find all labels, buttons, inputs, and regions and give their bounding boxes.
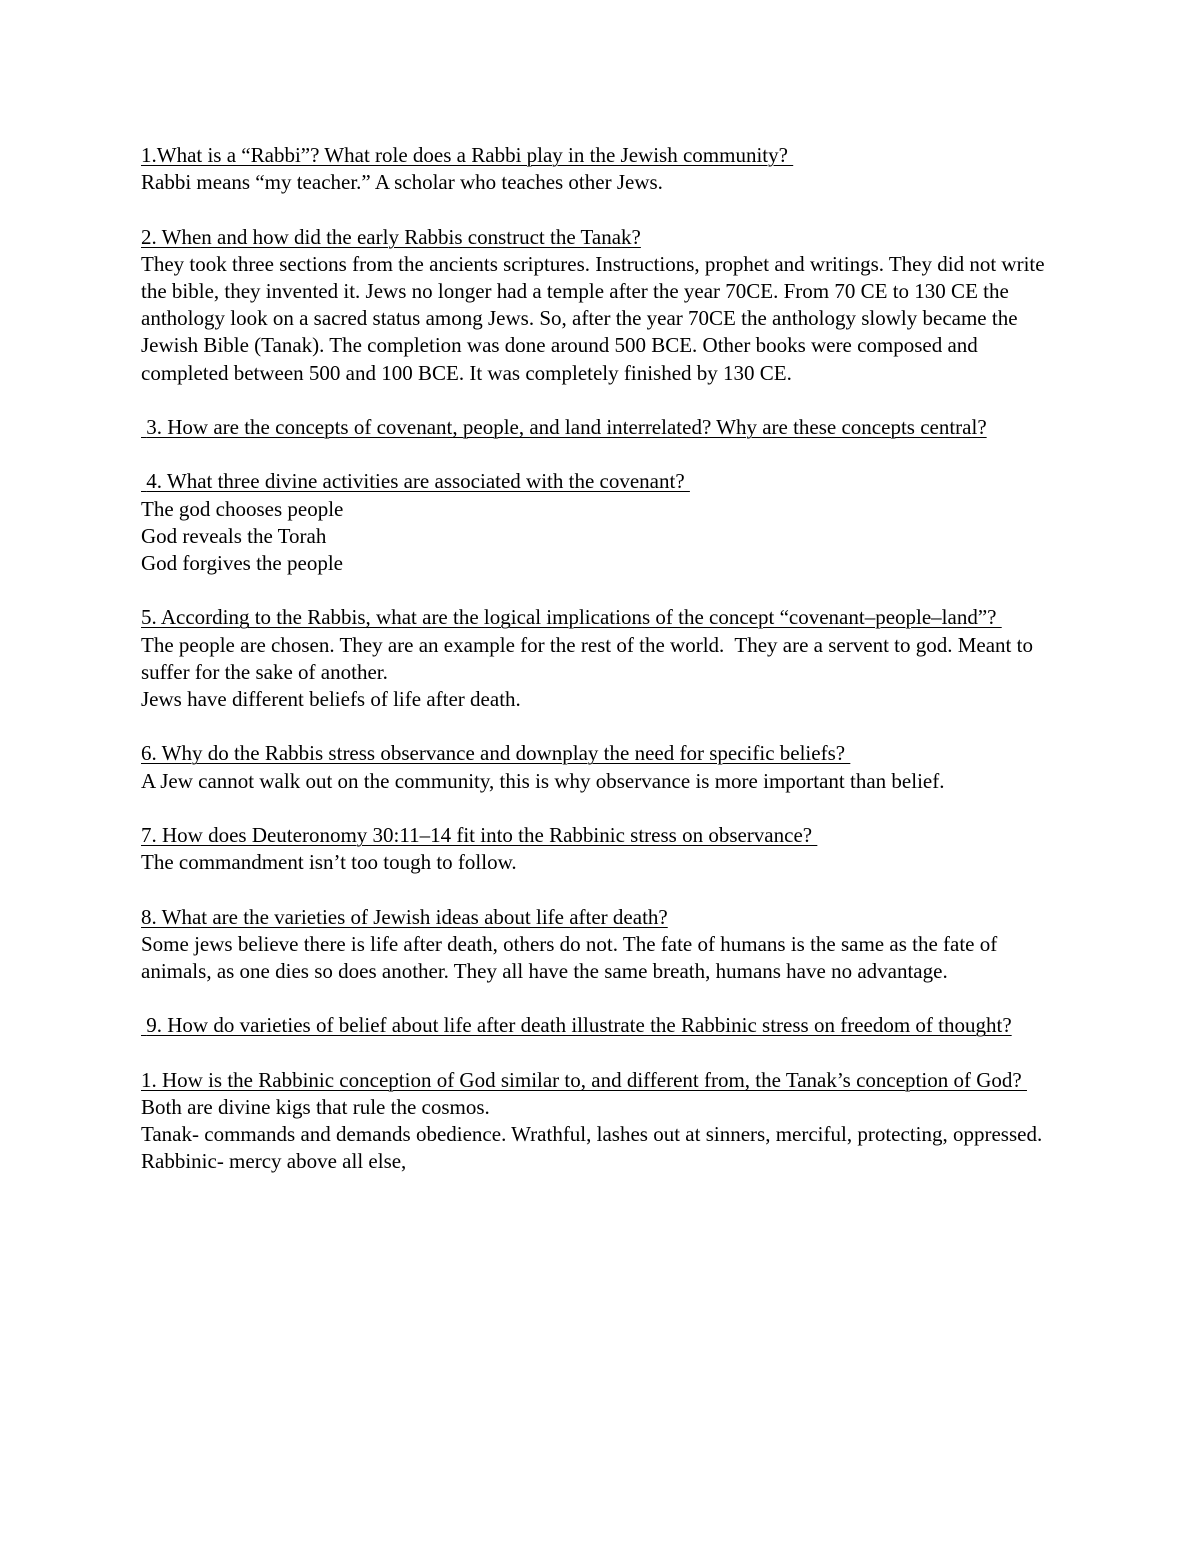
answer-2-line-1: They took three sections from the ancients scriptures. Instructions, prophet and writings. They did not write the bible, they invented it. Jews no longer had a temple after the year 70CE. From 70 CE to 130 CE the anthology look on a sacred status among Jews. So, after the year 70CE the anthology slowly became the Jewish Bible (Tanak). The completion was done around 500 BCE. Other books were composed and completed between 500 and 100 BCE. It was completely finished by 130 CE. bbox=[141, 251, 1050, 385]
answer-4-line-2: God reveals the Torah bbox=[141, 523, 327, 548]
answer-4-line-1: The god chooses people bbox=[141, 496, 344, 521]
answer-1-line-1: Rabbi means “my teacher.” A scholar who teaches other Jews. bbox=[141, 170, 663, 195]
qa-block-7 bbox=[141, 822, 1061, 876]
answer-5-line-2: Jews have different beliefs of life after death. bbox=[141, 687, 521, 711]
question-7: 7. How does Deuteronomy 30:11–14 fit into the Rabbinic stress on observance? bbox=[141, 822, 818, 847]
qa-block-3 bbox=[141, 414, 1061, 441]
answer-7-line-1: The commandment isn’t too tough to follow. bbox=[141, 850, 517, 875]
question-10: 1. How is the Rabbinic conception of God similar to, and different from, the Tanak’s conception of God? bbox=[141, 1067, 1027, 1092]
qa-block-9 bbox=[141, 1012, 1061, 1039]
answer-10-line-1: Both are divine kigs that rule the cosmos. bbox=[141, 1094, 490, 1119]
question-8: 8. What are the varieties of Jewish ideas about life after death? bbox=[141, 904, 668, 929]
qa-block-1 bbox=[141, 142, 1061, 196]
qa-block-2 bbox=[141, 224, 1061, 387]
answer-8-line-1: Some jews believe there is life after death, others do not. The fate of humans is the same as the fate of animals, as one dies so does another. They all have the same breath, humans have no advantage. bbox=[141, 931, 1003, 983]
answer-10-line-2: Tanak- commands and demands obedience. Wrathful, lashes out at sinners, merciful, protecting, oppressed. bbox=[141, 1122, 1043, 1147]
question-5: 5. According to the Rabbis, what are the logical implications of the concept “covenant–people–land”? bbox=[141, 605, 1002, 630]
qa-block-5 bbox=[141, 604, 1061, 713]
question-3: 3. How are the concepts of covenant, people, and land interrelated? Why are these concepts central? bbox=[141, 415, 987, 439]
answer-10-line-3: Rabbinic- mercy above all else, bbox=[141, 1149, 407, 1174]
answer-6-line-1: A Jew cannot walk out on the community, this is why observance is more important than belief. bbox=[141, 768, 945, 793]
question-9: 9. How do varieties of belief about life after death illustrate the Rabbinic stress on freedom of thought? bbox=[141, 1013, 1012, 1038]
question-4: 4. What three divine activities are associated with the covenant? bbox=[141, 469, 690, 494]
qa-block-10 bbox=[141, 1067, 1061, 1176]
question-6: 6. Why do the Rabbis stress observance and downplay the need for specific beliefs? bbox=[141, 741, 851, 766]
qa-block-4 bbox=[141, 468, 1061, 577]
answer-4-line-3: God forgives the people bbox=[141, 551, 343, 575]
question-1: 1.What is a “Rabbi”? What role does a Rabbi play in the Jewish community? bbox=[141, 143, 794, 167]
answer-5-line-1: The people are chosen. They are an example for the rest of the world. They are a servent to god. Meant to suffer for the sake of another. bbox=[141, 632, 1039, 684]
document-page bbox=[141, 142, 1061, 1176]
qa-block-8 bbox=[141, 904, 1061, 986]
qa-block-6 bbox=[141, 740, 1061, 794]
question-2: 2. When and how did the early Rabbis construct the Tanak? bbox=[141, 224, 641, 249]
